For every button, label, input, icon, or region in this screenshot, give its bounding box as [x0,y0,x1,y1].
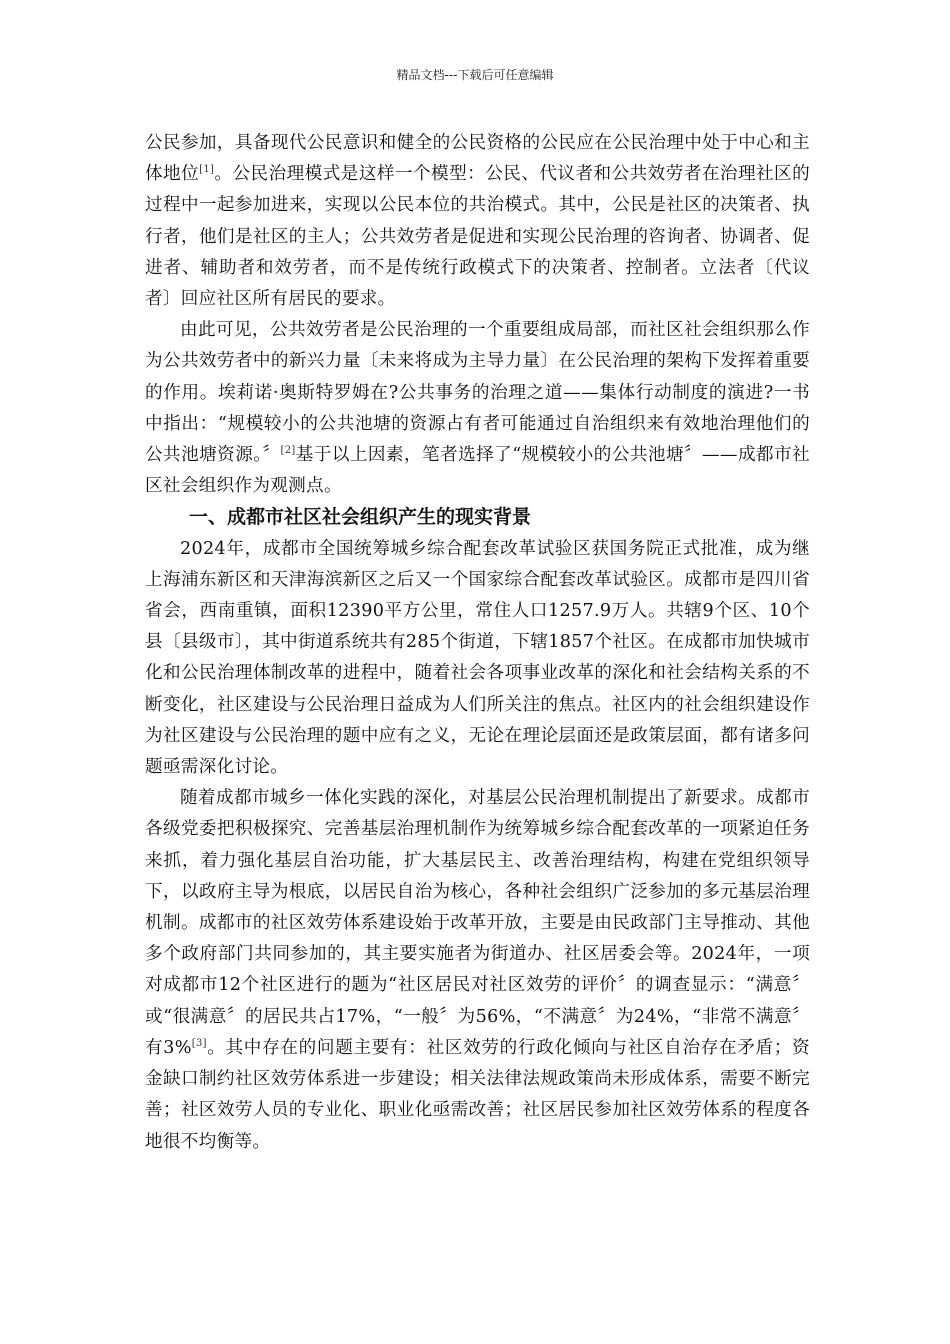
paragraph-1 [145,128,810,315]
paragraph-2-text-a: 由此可见，公共效劳者是公民治理的一个重要组成局部，而社区社会组织那么作为公共效劳者中的新兴力量〔未来将成为主导力量〕在公民治理的架构下发挥着重要的作用。埃莉诺·奥斯特罗姆在?公共事务的治理之道——集体行动制度的演进?一书中指出：“规模较小的公共池塘的资源占有者可能通过自治组织来有效地治理他们的公共池塘资源。〞 [145,320,810,466]
paragraph-1-text-a: 公民参加，具备现代公民意识和健全的公民资格的公民应在公民治理中处于中心和主体地位 [145,133,810,185]
page-header: 精品文档---下载后可任意编辑 [396,68,554,82]
citation-1: [1] [199,164,215,176]
paragraph-2 [145,315,810,502]
section-heading: 一、成都市社区社会组织产生的现实背景 [189,506,532,529]
document-body [145,128,810,1158]
paragraph-3: 2024年，成都市全国统筹城乡综合配套改革试验区获国务院正式批准，成为继上海浦东新区和天津海滨新区之后又一个国家综合配套改革试验区。成都市是四川省省会，西南重镇，面积12390平方公里，常住人口1257.9万人。共辖9个区、10个县〔县级市〕，其中街道系统共有285个街道，下辖1857个社区。在成都市加快城市化和公民治理体制改革的进程中，随着社会各项事业改革的深化和社会结构关系的不断变化，社区建设与公民治理日益成为人们所关注的焦点。社区内的社会组织建设作为社区建设与公民治理的题中应有之义，无论在理论层面还是政策层面，都有诸多问题亟需深化讨论。 [145,538,810,778]
paragraph-4-text-b: 。其中存在的问题主要有：社区效劳的行政化倾向与社区自治存在矛盾；资金缺口制约社区效劳体系进一步建设；相关法律法规政策尚未形成体系，需要不断完善；社区效劳人员的专业化、职业化亟需改善；社区居民参加社区效劳体系的程度各地很不均衡等。 [145,1037,811,1152]
paragraph-4 [145,783,810,1157]
citation-2: [2] [280,445,296,457]
paragraph-2-text-b: 基于以上因素，笔者选择了“规模较小的公共池塘〞——成都市社区社会组织作为观测点。 [145,445,810,497]
paragraph-1-text-b: 。公民治理模式是这样一个模型：公民、代议者和公共效劳者在治理社区的过程中一起参加进来，实现以公民本位的共治模式。其中，公民是社区的决策者、执行者，他们是社区的主人；公共效劳者是促进和实现公民治理的咨询者、协调者、促进者、辅助者和效劳者，而不是传统行政模式下的决策者、控制者。立法者〔代议者〕回应社区所有居民的要求。 [145,164,811,310]
paragraph-4-text-a: 随着成都市城乡一体化实践的深化，对基层公民治理机制提出了新要求。成都市各级党委把积极探究、完善基层治理机制作为统筹城乡综合配套改革的一项紧迫任务来抓，着力强化基层自治功能，扩大基层民主、改善治理结构，构建在党组织领导下，以政府主导为根底，以居民自治为核心，各种社会组织广泛参加的多元基层治理机制。成都市的社区效劳体系建设始于改革开放，主要是由民政部门主导推动、其他多个政府部门共同参加的，其主要实施者为街道办、社区居委会等。2024年，一项对成都市12个社区进行的题为“社区居民对社区效劳的评价〞的调查显示：“满意〞或“很满意〞的居民共占17%，“一般〞为56%，“不满意〞为24%，“非常不满意〞有3% [145,788,810,1058]
citation-3: [3] [191,1038,207,1050]
